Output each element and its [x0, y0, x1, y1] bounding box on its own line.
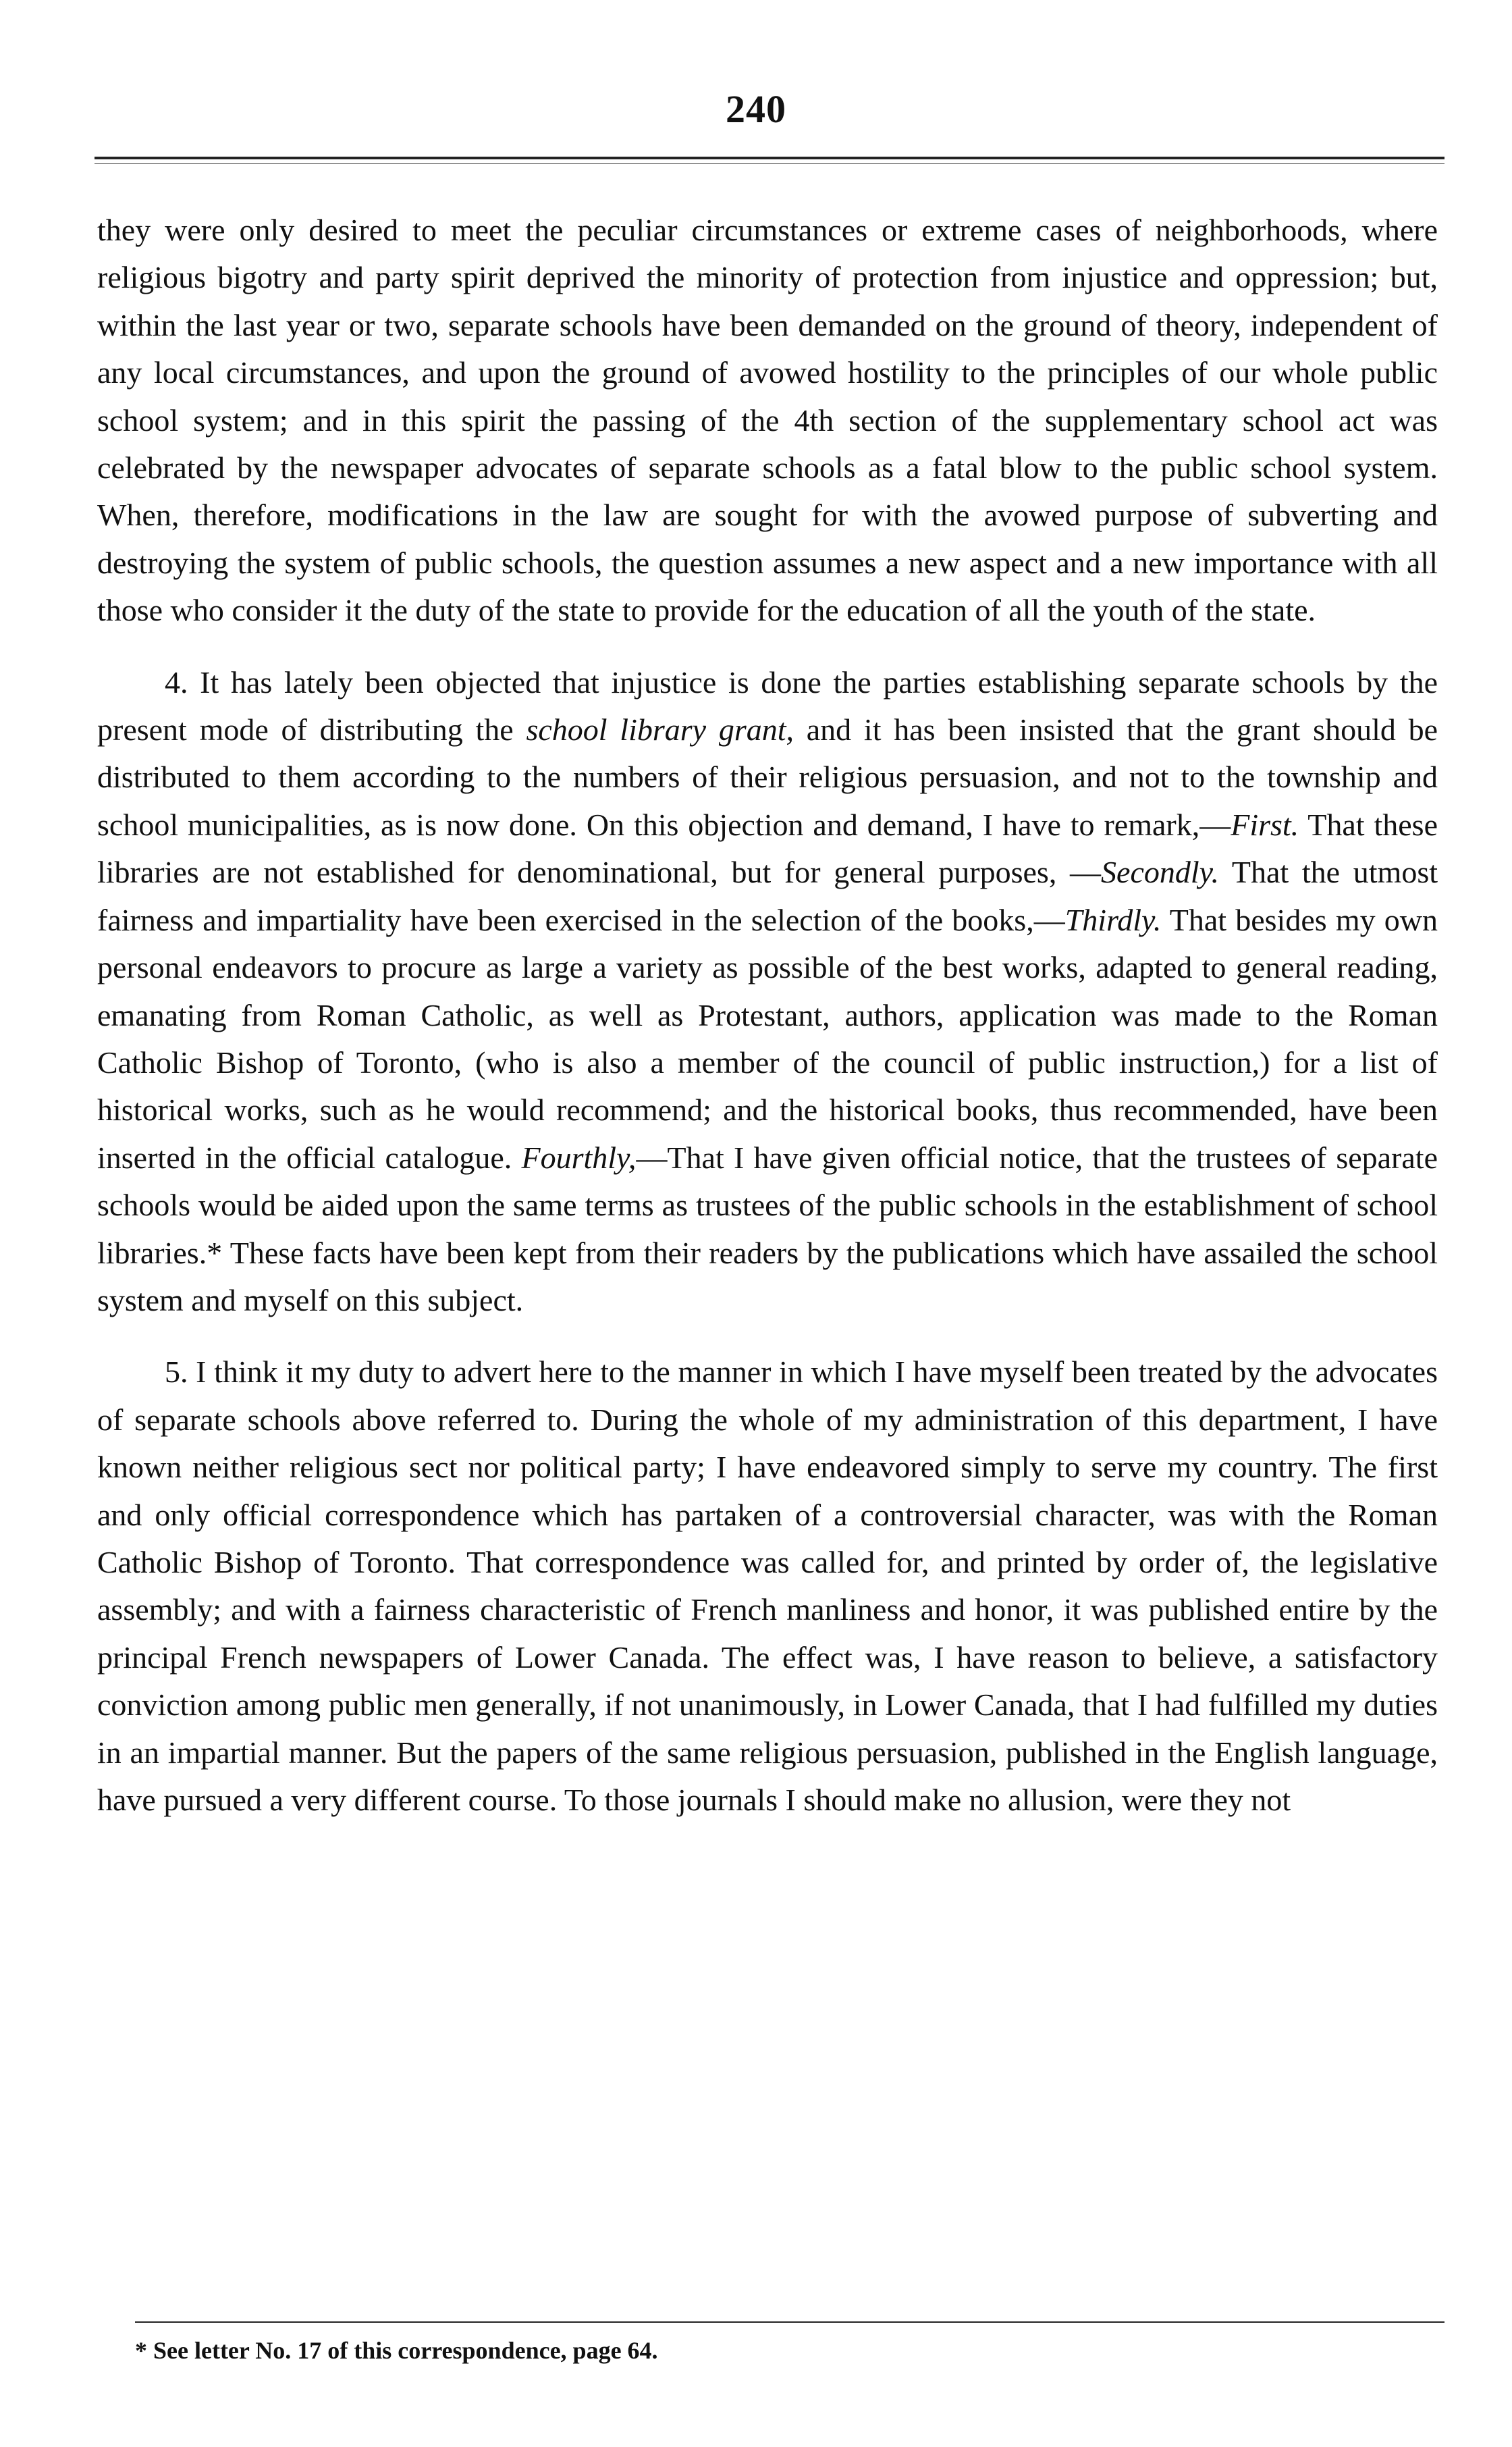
section-4-emphasis-fourthly: Fourthly,	[521, 1140, 637, 1175]
section-4-emphasis-thirdly: Thirdly.	[1064, 902, 1162, 937]
section-4-text-2: and it has been insisted that the grant should be distributed to them according to the numbers of their religious persuasion, and not to the township and school municipalities, as is now done. On this objection and demand, I have to remark,—	[97, 712, 1438, 842]
section-4-text-1: 4. It has lately been objected that injustice is done the parties establishing separate schools by the present mode of distributing the	[97, 664, 1438, 747]
section-4-text-5: That besides my own personal endeavors to procure as large a variety as possible of the best works, adapted to general reading, emanating from Roman Catholic, as well as Protestant, authors, application was made to the Roman Catholic Bishop of Toronto, (who is also a member of the council of public instruction,) for a list of historical works, such as he would recommend; and the historical books, thus recommended, have been inserted in the official catalogue.	[97, 902, 1438, 1175]
page-number: 240	[726, 87, 786, 131]
body-text	[97, 207, 1438, 1824]
section-4-emphasis-secondly: Secondly.	[1101, 855, 1220, 890]
section-4-text-6: —That I have given official notice, that the trustees of separate schools would be aided upon the same terms as trustees of the public schools in the establishment of school libraries.* These facts have been kept from their readers by the publications which have assailed the school system and myself on this subject.	[97, 1140, 1438, 1317]
paragraph-continuation: they were only desired to meet the peculiar circumstances or extreme cases of neighborhoods, where religious bigotry and party spirit deprived the minority of protection from injustice and oppression; but, within the last year or two, separate schools have been demanded on the ground of theory, independent of any local circumstances, and upon the ground of avowed hostility to the principles of our whole public school system; and in this spirit the passing of the 4th section of the supplementary school act was celebrated by the newspaper advocates of separate schools as a fatal blow to the public school system. When, therefore, modifications in the law are sought for with the avowed purpose of subverting and destroying the system of public schools, the question assumes a new aspect and a new importance with all those who consider it the duty of the state to provide for the education of all the youth of the state.	[97, 213, 1438, 628]
paragraph-section-5: 5. I think it my duty to advert here to the manner in which I have myself been treated by the advocates of separate schools above referred to. During the whole of my administration of this department, I have known neither religious sect nor political party; I have endeavored simply to serve my country. The first and only official correspondence which has partaken of a controversial character, was with the Roman Catholic Bishop of Toronto. That correspondence was called for, and printed by order of, the legislative assembly; and with a fairness characteristic of French manliness and honor, it was published entire by the principal French newspapers of Lower Canada. The effect was, I have reason to believe, a satisfactory conviction among public men generally, if not unanimously, in Lower Canada, that I had fulfilled my duties in an impartial manner. But the papers of the same religious persuasion, published in the English language, have pursued a very different course. To those journals I should make no allusion, were they not	[97, 1354, 1438, 1817]
footnote-rule	[135, 2321, 1444, 2323]
section-4-emphasis-school-library-grant: school library grant,	[526, 712, 794, 747]
section-4-text-3: That these libraries are not established for denominational, but for general purposes, —	[97, 807, 1438, 890]
header-rule-secondary	[94, 163, 1444, 164]
header-rule	[94, 157, 1444, 159]
section-4-text-4: That the utmost fairness and impartiality have been exercised in the selection of the books,—	[97, 855, 1438, 937]
paragraph-section-4	[97, 659, 1438, 1325]
footnote: * See letter No. 17 of this correspondence, page 64.	[135, 2337, 658, 2364]
section-4-emphasis-first: First.	[1231, 807, 1299, 842]
